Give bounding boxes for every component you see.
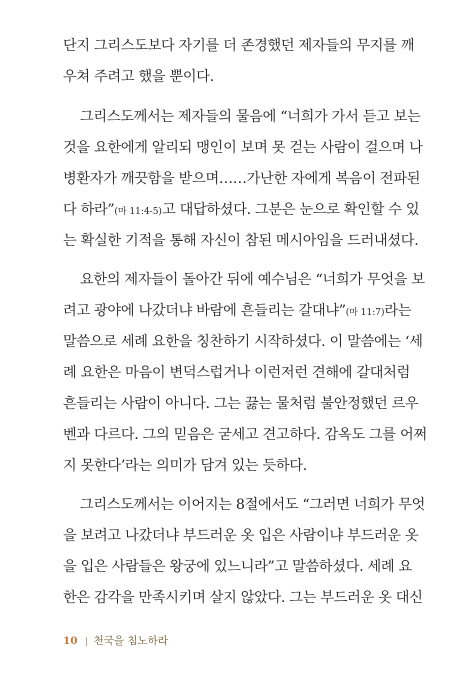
body-line-15: 그리스도께서는 이어지는 8절에서도 “그러면 너희가 무엇 — [80, 497, 426, 513]
body-line-17: 을 입은 사람들은 왕궁에 있느니라”고 말씀하셨다. 세례 요 — [63, 559, 412, 575]
body-line-12: 흔들리는 사람이 아니다. 그는 끓는 물처럼 불안정했던 르우 — [63, 396, 419, 412]
body-line-5: 병환자가 깨끗함을 받으며……가난한 자에게 복음이 전파된 — [63, 171, 421, 187]
body-line-1: 단지 그리스도보다 자기를 더 존경했던 제자들의 무지를 깨 — [63, 38, 415, 54]
body-line-13: 벤과 다르다. 그의 믿음은 굳세고 견고하다. 감옥도 그를 어쩌 — [63, 427, 427, 443]
body-line-8: 요한의 제자들이 돌아간 뒤에 예수님은 “너희가 무엇을 보 — [80, 272, 425, 288]
body-line-10: 말씀으로 세례 요한을 칭찬하기 시작하셨다. 이 말씀에는 ‘세 — [63, 334, 423, 350]
body-line-6: 다 하라”(마 11:4-5)고 대답하셨다. 그분은 눈으로 확인할 수 있 — [63, 202, 420, 218]
page-number: 10 — [63, 635, 78, 647]
bible-citation: (마 11:7) — [345, 308, 385, 318]
bible-citation: (마 11:4-5) — [114, 207, 162, 217]
body-line-11: 례 요한은 마음이 변덕스럽거나 이런저런 견해에 갈대처럼 — [63, 365, 410, 381]
page-footer — [63, 632, 168, 650]
running-title: 천국을 침노하라 — [93, 635, 168, 647]
body-line-18: 한은 감각을 만족시키며 살지 않았다. 그는 부드러운 옷 대신 — [63, 590, 423, 606]
body-line-4: 것을 요한에게 알리되 맹인이 보며 못 걷는 사람이 걸으며 나 — [63, 140, 423, 156]
body-line-2: 우쳐 주려고 했을 뿐이다. — [63, 69, 214, 85]
body-line-9: 려고 광야에 나갔더냐 바람에 흔들리는 갈대냐”(마 11:7)라는 — [63, 303, 412, 319]
body-line-16: 을 보려고 나갔더냐 부드러운 옷 입은 사람이냐 부드러운 옷 — [63, 528, 419, 544]
body-line-3: 그리스도께서는 제자들의 물음에 “너희가 가서 듣고 보는 — [80, 109, 421, 125]
body-line-14: 지 못한다’라는 의미가 담겨 있는 듯하다. — [63, 458, 307, 474]
body-line-7: 는 확실한 기적을 통해 자신이 참된 메시아임을 드러내셨다. — [63, 233, 419, 249]
footer-divider — [86, 637, 87, 646]
